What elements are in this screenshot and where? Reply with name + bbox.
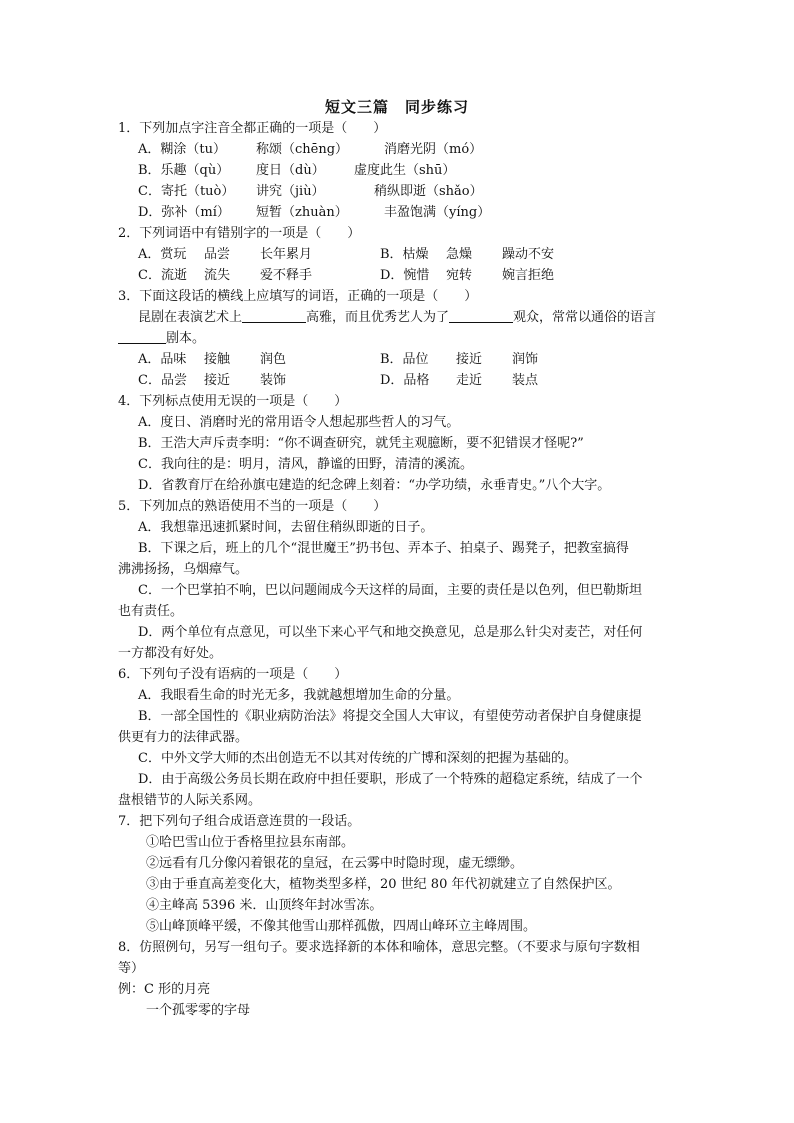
question-5-option-c: C．一个巴掌拍不响，巴以问题闹成今天这样的局面，主要的责任是以色列，但巴勒斯坦	[138, 583, 642, 598]
question-1-option-b	[118, 160, 678, 181]
fill-blank	[118, 329, 166, 344]
option-cell: 虚度此生（shū）	[354, 163, 456, 178]
option-cell: 婉言拒绝	[502, 268, 555, 283]
option-cell: 接近	[204, 373, 231, 388]
option-cell: 接近	[456, 352, 483, 367]
question-7-stem: 7．把下列句子组合成语意连贯的一段话。	[118, 814, 361, 829]
question-4-option-c: C．我向往的是：明月，清风，静谧的田野，清清的溪流。	[138, 457, 473, 472]
option-cell: 稍纵即逝（shǎo）	[374, 184, 483, 199]
question-3-passage-cont	[118, 328, 678, 349]
question-4-stem: 4．下列标点使用无误的一项是（ ）	[118, 394, 348, 409]
question-7-item: ⑤山峰顶峰平缓，不像其他雪山那样孤傲，四周山峰环立主峰周围。	[146, 919, 537, 934]
option-cell: 讲究（jiù）	[256, 184, 325, 199]
option-cell: B．枯燥	[380, 247, 429, 262]
fill-blank	[242, 308, 306, 323]
question-5-option-c-cont: 也有责任。	[118, 604, 184, 619]
option-cell: 消磨光阴（mó）	[384, 142, 483, 157]
question-8-stem: 8．仿照例句，另写一组句子。要求选择新的本体和喻体，意思完整。（不要求与原句字数相	[118, 940, 640, 955]
option-cell: 润饰	[512, 352, 539, 367]
question-5-option-d: D．两个单位有点意见，可以坐下来心平气和地交换意见，总是那么针尖对麦芒，对任何	[138, 625, 643, 640]
passage-text: 高雅，而且优秀艺人为了	[306, 310, 450, 325]
page-title: 短文三篇 同步练习	[324, 98, 469, 116]
question-7-item: ②远看有几分像闪着银花的皇冠，在云雾中时隐时现，虚无缥缈。	[146, 856, 524, 871]
option-cell: 丰盈饱满（yíng）	[384, 205, 491, 220]
question-6-option-d-cont: 盘根错节的人际关系网。	[118, 793, 262, 808]
option-cell: B．乐趣（qù）	[138, 163, 230, 178]
question-5-option-b-cont: 沸沸扬扬，乌烟瘴气。	[118, 562, 249, 577]
question-6-option-b-cont: 供更有力的法律武器。	[118, 730, 249, 745]
option-cell: 度日（dù）	[256, 163, 325, 178]
option-cell: D．弥补（mí）	[138, 205, 230, 220]
question-7-item: ③由于垂直高差变化大，植物类型多样，20 世纪 80 年代初就建立了自然保护区。	[146, 877, 621, 892]
question-1-stem: 1．下列加点字注音全都正确的一项是（ ）	[118, 121, 387, 136]
option-cell: D．惋惜	[380, 268, 430, 283]
option-cell: C．流逝	[138, 268, 187, 283]
question-2-options-cd	[118, 265, 678, 286]
option-cell: 爱不释手	[260, 268, 313, 283]
question-3-options-cd	[118, 370, 678, 391]
option-cell: C．寄托（tuò）	[138, 184, 235, 199]
option-cell: A．糊涂（tu）	[138, 142, 226, 157]
question-8-example-text: 一个孤零零的字母	[146, 1003, 251, 1018]
question-6-option-b: B．一部全国性的《职业病防治法》将提交全国人大审议，有望使劳动者保护自身健康提	[138, 709, 642, 724]
question-4-option-a: A．度日、消磨时光的常用语令人想起那些哲人的习气。	[138, 415, 460, 430]
question-4-option-b: B．王浩大声斥责李明：“你不调查研究，就凭主观臆断，要不犯错误才怪呢?”	[138, 436, 584, 451]
question-5-option-b: B．下课之后，班上的几个“混世魔王”扔书包、弄本子、拍桌子、踢凳子，把教室搞得	[138, 541, 629, 556]
question-7-item: ①哈巴雪山位于香格里拉县东南部。	[146, 835, 355, 850]
option-cell: 流失	[204, 268, 231, 283]
option-cell: 装饰	[260, 373, 287, 388]
option-cell: A．品味	[138, 352, 187, 367]
question-7-item: ④主峰高 5396 米．山顶终年封冰雪冻。	[146, 898, 383, 913]
question-1-option-c	[118, 181, 678, 202]
question-5-option-a: A．我想靠迅速抓紧时间，去留住稍纵即逝的日子。	[138, 520, 434, 535]
question-5-stem: 5．下列加点的熟语使用不当的一项是（ ）	[118, 499, 387, 514]
question-3-options-ab	[118, 349, 678, 370]
option-cell: 接触	[204, 352, 231, 367]
questions	[118, 118, 678, 1021]
question-3-passage	[118, 307, 678, 328]
option-cell: 躁动不安	[502, 247, 555, 262]
option-cell: C．品尝	[138, 373, 187, 388]
option-cell: 急燥	[446, 247, 473, 262]
option-cell: 走近	[456, 373, 483, 388]
question-2-options-ab	[118, 244, 678, 265]
option-cell: 宛转	[446, 268, 473, 283]
question-6-option-c: C．中外文学大师的杰出创造无不以其对传统的广博和深刻的把握为基础的。	[138, 751, 577, 766]
question-2-stem: 2．下列词语中有错别字的一项是（ ）	[118, 226, 361, 241]
option-cell: 装点	[512, 373, 539, 388]
question-5-option-d-cont: 一方都没有好处。	[118, 646, 223, 661]
question-8-example-label: 例：C 形的月亮	[118, 982, 211, 997]
option-cell: 称颂（chēng）	[256, 142, 349, 157]
question-6-option-a: A．我眼看生命的时光无多，我就越想增加生命的分量。	[138, 688, 460, 703]
option-cell: A．赏玩	[138, 247, 187, 262]
question-8-stem-cont: 等）	[118, 961, 145, 976]
option-cell: 润色	[260, 352, 287, 367]
question-6-option-d: D．由于高级公务员长期在政府中担任要职，形成了一个特殊的超稳定系统，结成了一个	[138, 772, 643, 787]
question-3-stem: 3．下面这段话的横线上应填写的词语，正确的一项是（ ）	[118, 289, 478, 304]
passage-text: 剧本。	[166, 331, 206, 346]
option-cell: 品尝	[204, 247, 231, 262]
option-cell: B．品位	[380, 352, 429, 367]
option-cell: 长年累月	[260, 247, 313, 262]
option-cell: 短暂（zhuàn）	[256, 205, 348, 220]
question-4-option-d: D．省教育厅在给孙旗屯建造的纪念碑上刻着：“办学功绩，永垂青史。”八个大字。	[138, 478, 611, 493]
question-1-option-d	[118, 202, 678, 223]
passage-text: 观众，常常以通俗的语言	[513, 310, 657, 325]
question-6-stem: 6．下列句子没有语病的一项是（ ）	[118, 667, 348, 682]
passage-text: 昆剧在表演艺术上	[138, 310, 243, 325]
fill-blank	[449, 308, 513, 323]
question-1-option-a	[118, 139, 678, 160]
option-cell: D．品格	[380, 373, 430, 388]
